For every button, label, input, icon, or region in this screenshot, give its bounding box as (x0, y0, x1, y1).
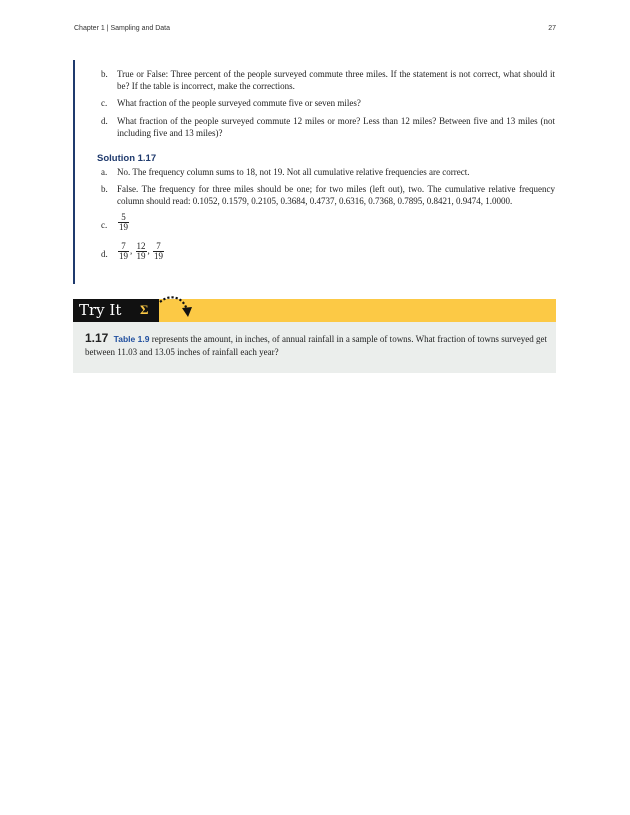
solution-list (75, 166, 555, 271)
solution-item (75, 183, 555, 207)
example-block (73, 60, 559, 284)
fraction-numerator: 7 (156, 240, 161, 251)
item-label: a. (101, 167, 108, 177)
question-item (75, 68, 555, 92)
item-label: c. (101, 98, 108, 109)
try-it-body (73, 322, 556, 373)
fraction (118, 242, 129, 261)
solution-item-fraction (75, 213, 555, 237)
item-text: What fraction of the people surveyed commute five or seven miles? (117, 98, 361, 109)
item-text: What fraction of the people surveyed commute 12 miles or more? Less than 12 miles? Between five and 13 miles (not including five and 13 miles)? (117, 115, 555, 138)
fraction-separator: , (130, 245, 133, 256)
fraction-numerator: 5 (121, 211, 126, 222)
fraction-denominator: 19 (119, 221, 128, 232)
solution-item (75, 166, 555, 178)
fraction (118, 213, 129, 232)
try-it-banner (73, 299, 556, 322)
question-item (75, 97, 555, 109)
solution-title: Solution 1.17 (97, 153, 157, 164)
fraction-separator: , (147, 245, 150, 256)
fraction (153, 242, 164, 261)
fraction-denominator: 19 (136, 250, 146, 261)
fraction-numerator: 12 (136, 240, 146, 251)
try-it-label: Try It (73, 299, 159, 322)
try-it-number: 1.17 (85, 331, 109, 345)
page-number: 27 (548, 25, 556, 32)
item-label: c. (101, 219, 108, 230)
item-text: True or False: Three percent of the people surveyed commute three miles. If the statement is not correct, what should it be? If the table is incorrect, make the corrections. (117, 69, 555, 92)
try-it-question: represents the amount, in inches, of annual rainfall in a sample of towns. What fraction of towns surveyed get between 11.03 and 13.05 inches of rainfall each year? (85, 334, 547, 357)
question-list (75, 68, 555, 144)
item-label: d. (101, 248, 108, 259)
item-text: False. The frequency for three miles should be one; for two miles (left out), two. The cumulative relative frequency column should read: 0.1052, 0.1579, 0.2105, 0.3684, 0.4737, 0.6316, 0.7368, 0.7895, 0.8421, 0.9474, 1.0000. (117, 184, 555, 207)
running-header-chapter: Chapter 1 | Sampling and Data (74, 25, 170, 32)
fraction-numerator: 7 (121, 240, 126, 251)
solution-item-fractions (75, 242, 555, 266)
sigma-icon: Σ (140, 302, 149, 317)
item-label: b. (101, 184, 108, 195)
try-it-text (85, 332, 547, 358)
question-item (75, 115, 555, 139)
item-text: No. The frequency column sums to 18, not 19. Not all cumulative relative frequencies are correct. (117, 167, 470, 177)
dotted-arrow-icon (157, 294, 197, 322)
table-reference-link[interactable]: Table 1.9 (113, 334, 150, 344)
fraction (136, 242, 147, 261)
fraction-denominator: 19 (154, 250, 163, 261)
item-label: d. (101, 115, 108, 126)
fraction-denominator: 19 (119, 250, 128, 261)
item-label: b. (101, 69, 108, 79)
